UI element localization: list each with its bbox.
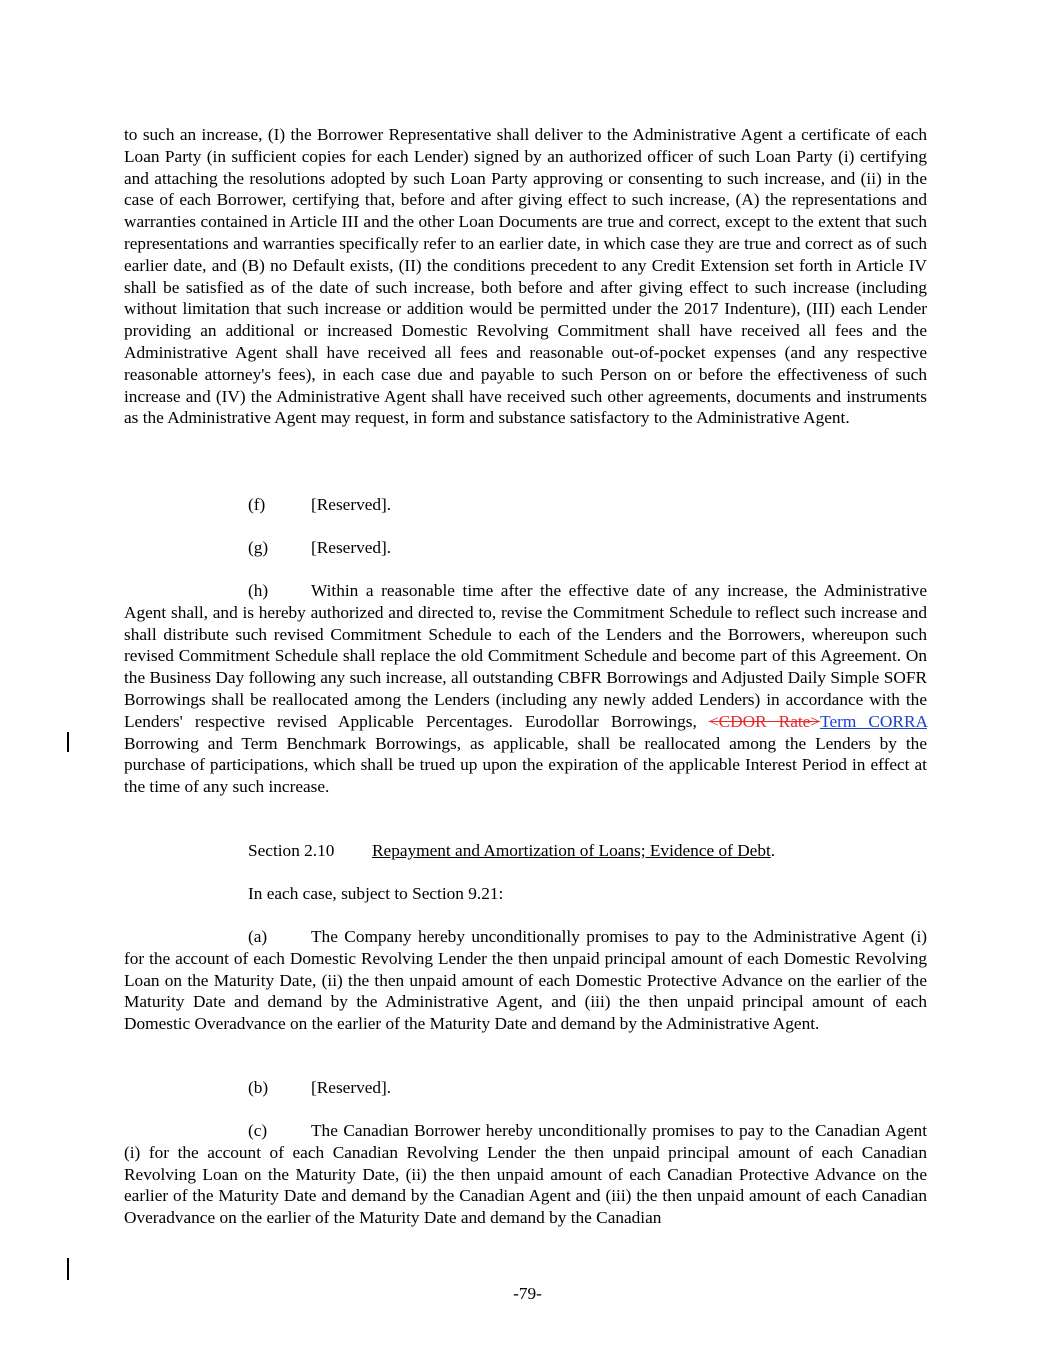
section-number: Section 2.10 [248, 841, 335, 860]
clause-a-label: (a) [248, 927, 268, 946]
section-heading: Section 2.10 Repayment and Amortization of Loans; Evidence of Debt. [248, 841, 776, 860]
paragraph-increase-conditions: to such an increase, (I) the Borrower Representative shall deliver to the Administrative Agent a certificate of each Loan Party (in sufficient copies for each Lender) signed by an authorized officer of such Loan Party (i) certifying and attaching the resolutions adopted by such Loan Party approving or consenting to such increase, and (ii) in the case of each Borrower, certifying that, before and after giving effect to such increase, (A) the representations and warranties contained in Article III and the other Loan Documents are true and correct, except to the extent that such representations and warranties specifically refer to an earlier date, in which case they are true and correct as of such earlier date, and (B) no Default exists, (II) the conditions precedent to any Credit Extension set forth in Article IV shall be satisfied as of the date of such increase, both before and after giving effect to such increase (including without limitation that such increase or addition would be permitted under the 2017 Indenture), (III) each Lender providing an additional or increased Domestic Revolving Commitment shall have received all fees and the Administrative Agent shall have received all fees and reasonable out-of-pocket expenses (and any respective reasonable attorney's fees), in each case due and payable to such Person on or before the effectiveness of such increase and (IV) the Administrative Agent shall have received such other agreements, documents and instruments as the Administrative Agent may request, in form and substance satisfactory to the Administrative Agent. [124, 125, 927, 428]
clause-c [124, 1120, 927, 1229]
clause-h [124, 580, 927, 798]
clause-h-text-before: Within a reasonable time after the effective date of any increase, the Administrative Agent shall, and is hereby authorized and directed to, revise the Commitment Schedule to reflect such increase and shall distribute such revised Commitment Schedule to each of the Lenders and the Borrowers, whereupon such revised Commitment Schedule shall replace the old Commitment Schedule and become part of this Agreement. On the Business Day following any such increase, all outstanding CBFR Borrowings and Adjusted Daily Simple SOFR Borrowings shall be reallocated among the Lenders (including any newly added Lenders) in accordance with the Lenders' respective revised Applicable Percentages. Eurodollar Borrowings, [124, 581, 927, 731]
clause-h-label: (h) [248, 581, 269, 600]
change-bar-2 [67, 1258, 69, 1280]
clause-g-label: (g) [248, 538, 269, 557]
clause-b [248, 1077, 391, 1099]
clause-b-text: [Reserved]. [311, 1078, 392, 1097]
clause-f-label: (f) [248, 495, 266, 514]
page-number: -79- [513, 1284, 542, 1303]
clause-g-text: [Reserved]. [311, 538, 392, 557]
subject-note: In each case, subject to Section 9.21: [248, 884, 504, 903]
change-bar [67, 732, 69, 752]
clause-a-text: The Company hereby unconditionally promises to pay to the Administrative Agent (i) for the account of each Domestic Revolving Lender the then unpaid principal amount of each Domestic Revolving Loan on the Maturity Date, (ii) the then unpaid amount of each Domestic Protective Advance on the earlier of the Maturity Date and demand by the Administrative Agent, and (iii) the then unpaid principal amount of each Domestic Overadvance on the earlier of the Maturity Date and demand by the Administrative Agent. [124, 927, 927, 1034]
clause-f [248, 494, 391, 516]
clause-c-text: The Canadian Borrower hereby unconditionally promises to pay to the Canadian Agent (i) for the account of each Canadian Revolving Lender the then unpaid principal amount of each Canadian Revolving Loan on the Maturity Date, (ii) the then unpaid amount of each Canadian Protective Advance on the earlier of the Maturity Date and demand by the Canadian Agent and (iii) the then unpaid amount of each Canadian Overadvance on the earlier of the Maturity Date and demand by the Canadian [124, 1121, 927, 1228]
clause-g [248, 537, 391, 559]
clause-h-text-after: Borrowing and Term Benchmark Borrowings, as applicable, shall be reallocated among the Lenders by the purchase of participations, which shall be trued up upon the expiration of the applicable Interest Period in effect at the time of any such increase. [124, 733, 927, 797]
clause-a [124, 926, 927, 1035]
deleted-text: <CDOR Rate> [708, 711, 821, 731]
clause-f-text: [Reserved]. [311, 495, 392, 514]
clause-c-label: (c) [248, 1121, 268, 1140]
inserted-text: Term CORRA [820, 711, 927, 731]
clause-b-label: (b) [248, 1078, 269, 1097]
section-title: Repayment and Amortization of Loans; Evidence of Debt [372, 841, 771, 860]
